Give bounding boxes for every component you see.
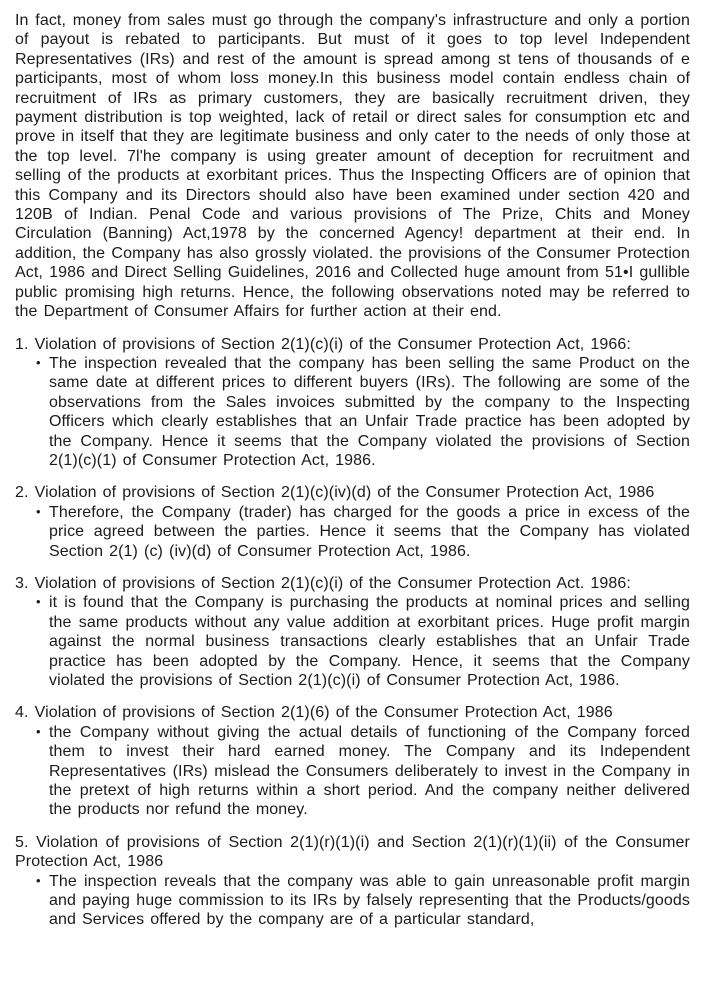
list-item: [36, 354, 690, 470]
bullet-icon: •: [36, 503, 41, 519]
violation-section-4: [15, 703, 690, 819]
bullet-icon: •: [36, 872, 41, 888]
bullet-text: the Company without giving the actual details of functioning of the Company forced them to invest their hard earned money. The Company and its Independent Representatives (IRs) mislead the Consumers deliberately to invest in the Company in the pretext of high returns within a short period. And the company neither delivered the products nor refund the money.: [49, 723, 690, 819]
section-3-bullet-list: [15, 593, 690, 690]
violation-section-3: [15, 574, 690, 690]
violation-section-5: [15, 833, 690, 930]
list-item: [36, 593, 690, 690]
section-5-bullet-list: [15, 872, 690, 930]
bullet-icon: •: [36, 723, 41, 739]
violation-section-1: [15, 335, 690, 471]
section-1-heading: 1. Violation of provisions of Section 2(1)(c)(i) of the Consumer Protection Act, 1966:: [15, 335, 631, 353]
bullet-text: The inspection reveals that the company was able to gain unreasonable profit margin and paying huge commission to its IRs by falsely representing that the Products/goods and Services offered by the company are of a particular standard,: [49, 872, 690, 929]
section-5-heading: 5. Violation of provisions of Section 2(1)(r)(1)(i) and Section 2(1)(r)(1)(ii) of the Consumer Protection Act, 1986: [15, 833, 690, 871]
bullet-icon: •: [36, 354, 41, 370]
section-3-heading: 3. Violation of provisions of Section 2(1)(c)(i) of the Consumer Protection Act. 1986:: [15, 574, 631, 592]
section-1-bullet-list: [15, 354, 690, 470]
list-item: [36, 872, 690, 930]
list-item: [36, 723, 690, 820]
bullet-icon: •: [36, 594, 41, 610]
section-4-bullet-list: [15, 723, 690, 820]
list-item: [36, 503, 690, 561]
violation-section-2: [15, 483, 690, 561]
bullet-text: Therefore, the Company (trader) has charged for the goods a price in excess of the price agreed between the parties. Hence it seems that the Company has violated Section 2(1) (c) (iv)(d) of Consumer Protection Act, 1986.: [49, 503, 690, 560]
section-2-bullet-list: [15, 503, 690, 561]
intro-paragraph: In fact, money from sales must go through the company's infrastructure and only a portion of payout is rebated to participants. But must of it goes to top level Independent Representatives (IRs) and rest of the amount is spread among st tens of thousands of e participants, most of whom loss money.In this business model contain endless chain of recruitment of IRs as primary customers, they are basically recruitment driven, they payment distribution is top weighted, lack of retail or direct sales for consumption etc and prove in itself that they are legitimate business and only cater to the needs of only those at the top level. 7l'he company is using greater amount of deception for recruitment and selling of the products at exorbitant prices. Thus the Inspecting Officers are of opinion that this Company and its Directors should also have been examined under section 420 and 120B of Indian. Penal Code and various provisions of The Prize, Chits and Money Circulation (Banning) Act,1978 by the concerned Agency! department at their end. In addition, the Company has also grossly violated. the provisions of the Consumer Protection Act, 1986 and Direct Selling Guidelines, 2016 and Collected huge amount from 51•I gullible public promising high returns. Hence, the following observations noted may be referred to the Department of Consumer Affairs for further action at their end.: [15, 12, 690, 321]
bullet-text: it is found that the Company is purchasing the products at nominal prices and selling the same products without any value addition at exorbitant prices. Huge profit margin against the normal business transactions clearly establishes that an Unfair Trade practice has been adopted by the Company. Hence, it seems that the Company violated the provisions of Section 2(1)(c)(i) of Consumer Protection Act, 1986.: [49, 594, 690, 689]
section-2-heading: 2. Violation of provisions of Section 2(1)(c)(iv)(d) of the Consumer Protection Act, 1986: [15, 484, 655, 502]
section-4-heading: 4. Violation of provisions of Section 2(1)(6) of the Consumer Protection Act, 1986: [15, 704, 613, 722]
bullet-text: The inspection revealed that the company has been selling the same Product on the same date at different prices to different buyers (IRs). The following are some of the observations from the Sales invoices submitted by the company to the Inspecting Officers which clearly establishes that an Unfair Trade practice has been adopted by the Company. Hence it seems that the Company violated the provisions of Section 2(1)(c)(1) of Consumer Protection Act, 1986.: [49, 354, 690, 469]
